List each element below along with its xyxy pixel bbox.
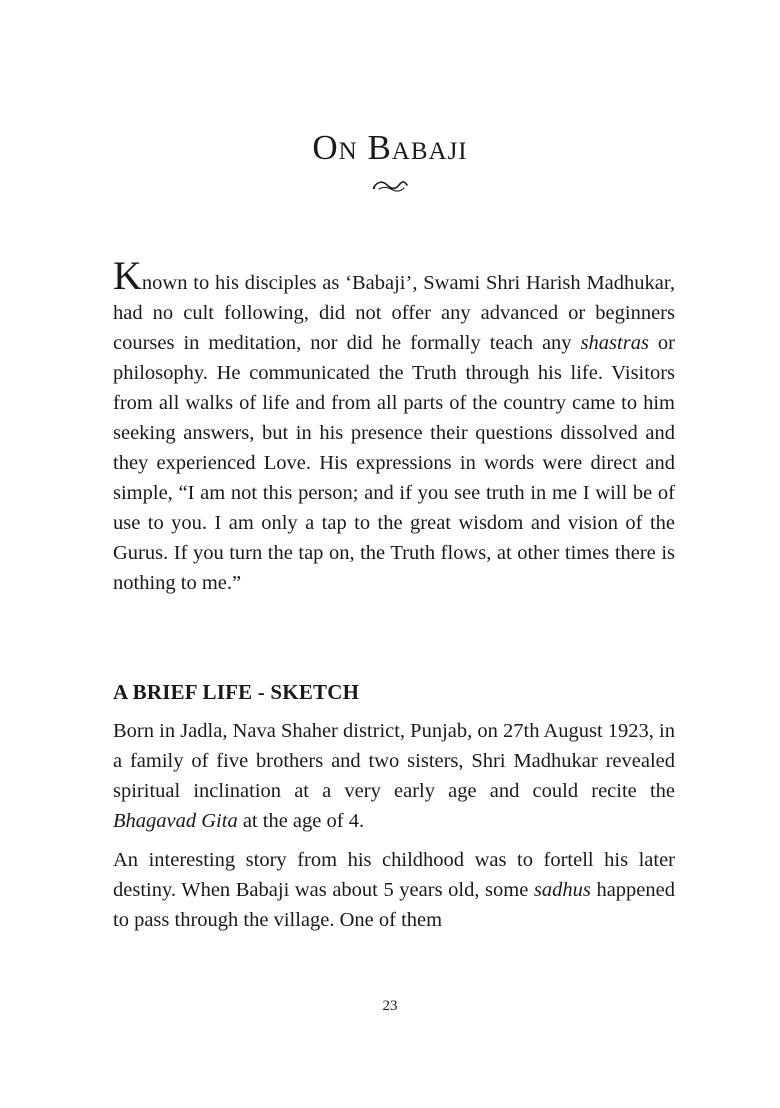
story-text-part2: happened to pass through the village. One of them bbox=[113, 879, 676, 931]
swash-ornament-icon bbox=[370, 178, 410, 194]
birth-text-part2: at the age of 4. bbox=[237, 810, 365, 832]
intro-paragraph bbox=[113, 253, 676, 598]
drop-cap: K bbox=[113, 253, 142, 298]
page-number: 23 bbox=[382, 998, 398, 1014]
section-heading: A BRIEF LIFE - SKETCH bbox=[113, 680, 360, 704]
birth-emphasis-gita: Bhagavad Gita bbox=[113, 810, 238, 832]
childhood-story-paragraph bbox=[113, 845, 675, 935]
story-emphasis-sadhus: sadhus bbox=[533, 879, 591, 901]
intro-text-part1: nown to his disciples as ‘Babaji’, Swami Shri Harish Madhukar, had no cult following, did not offer any advanced or beginners courses in meditation, nor did he formally teach any bbox=[113, 272, 675, 354]
birth-text-part1: Born in Jadla, Nava Shaher district, Punjab, on 27th August 1923, in a family of five brothers and two sisters, Shri Madhukar revealed spiritual inclination at a very early age and could recite the bbox=[113, 720, 675, 802]
intro-text-part2: or philosophy. He communicated the Truth through his life. Visitors from all walks of life and from all parts of the country came to him seeking answers, but in his presence their questions dissolved and they experienced Love. His expressions in words were direct and simple, “I am not this person; and if you see truth in me I will be of use to you. I am only a tap to the great wisdom and vision of the Gurus. If you turn the tap on, the Truth flows, at other times there is nothing to me.” bbox=[113, 332, 676, 594]
intro-emphasis-shastras: shastras bbox=[580, 332, 649, 354]
birth-paragraph bbox=[113, 716, 675, 836]
story-text-part1: An interesting story from his childhood was to fortell his later destiny. When Babaji was about 5 years old, some bbox=[113, 849, 675, 901]
chapter-title: On Babaji bbox=[312, 128, 468, 167]
